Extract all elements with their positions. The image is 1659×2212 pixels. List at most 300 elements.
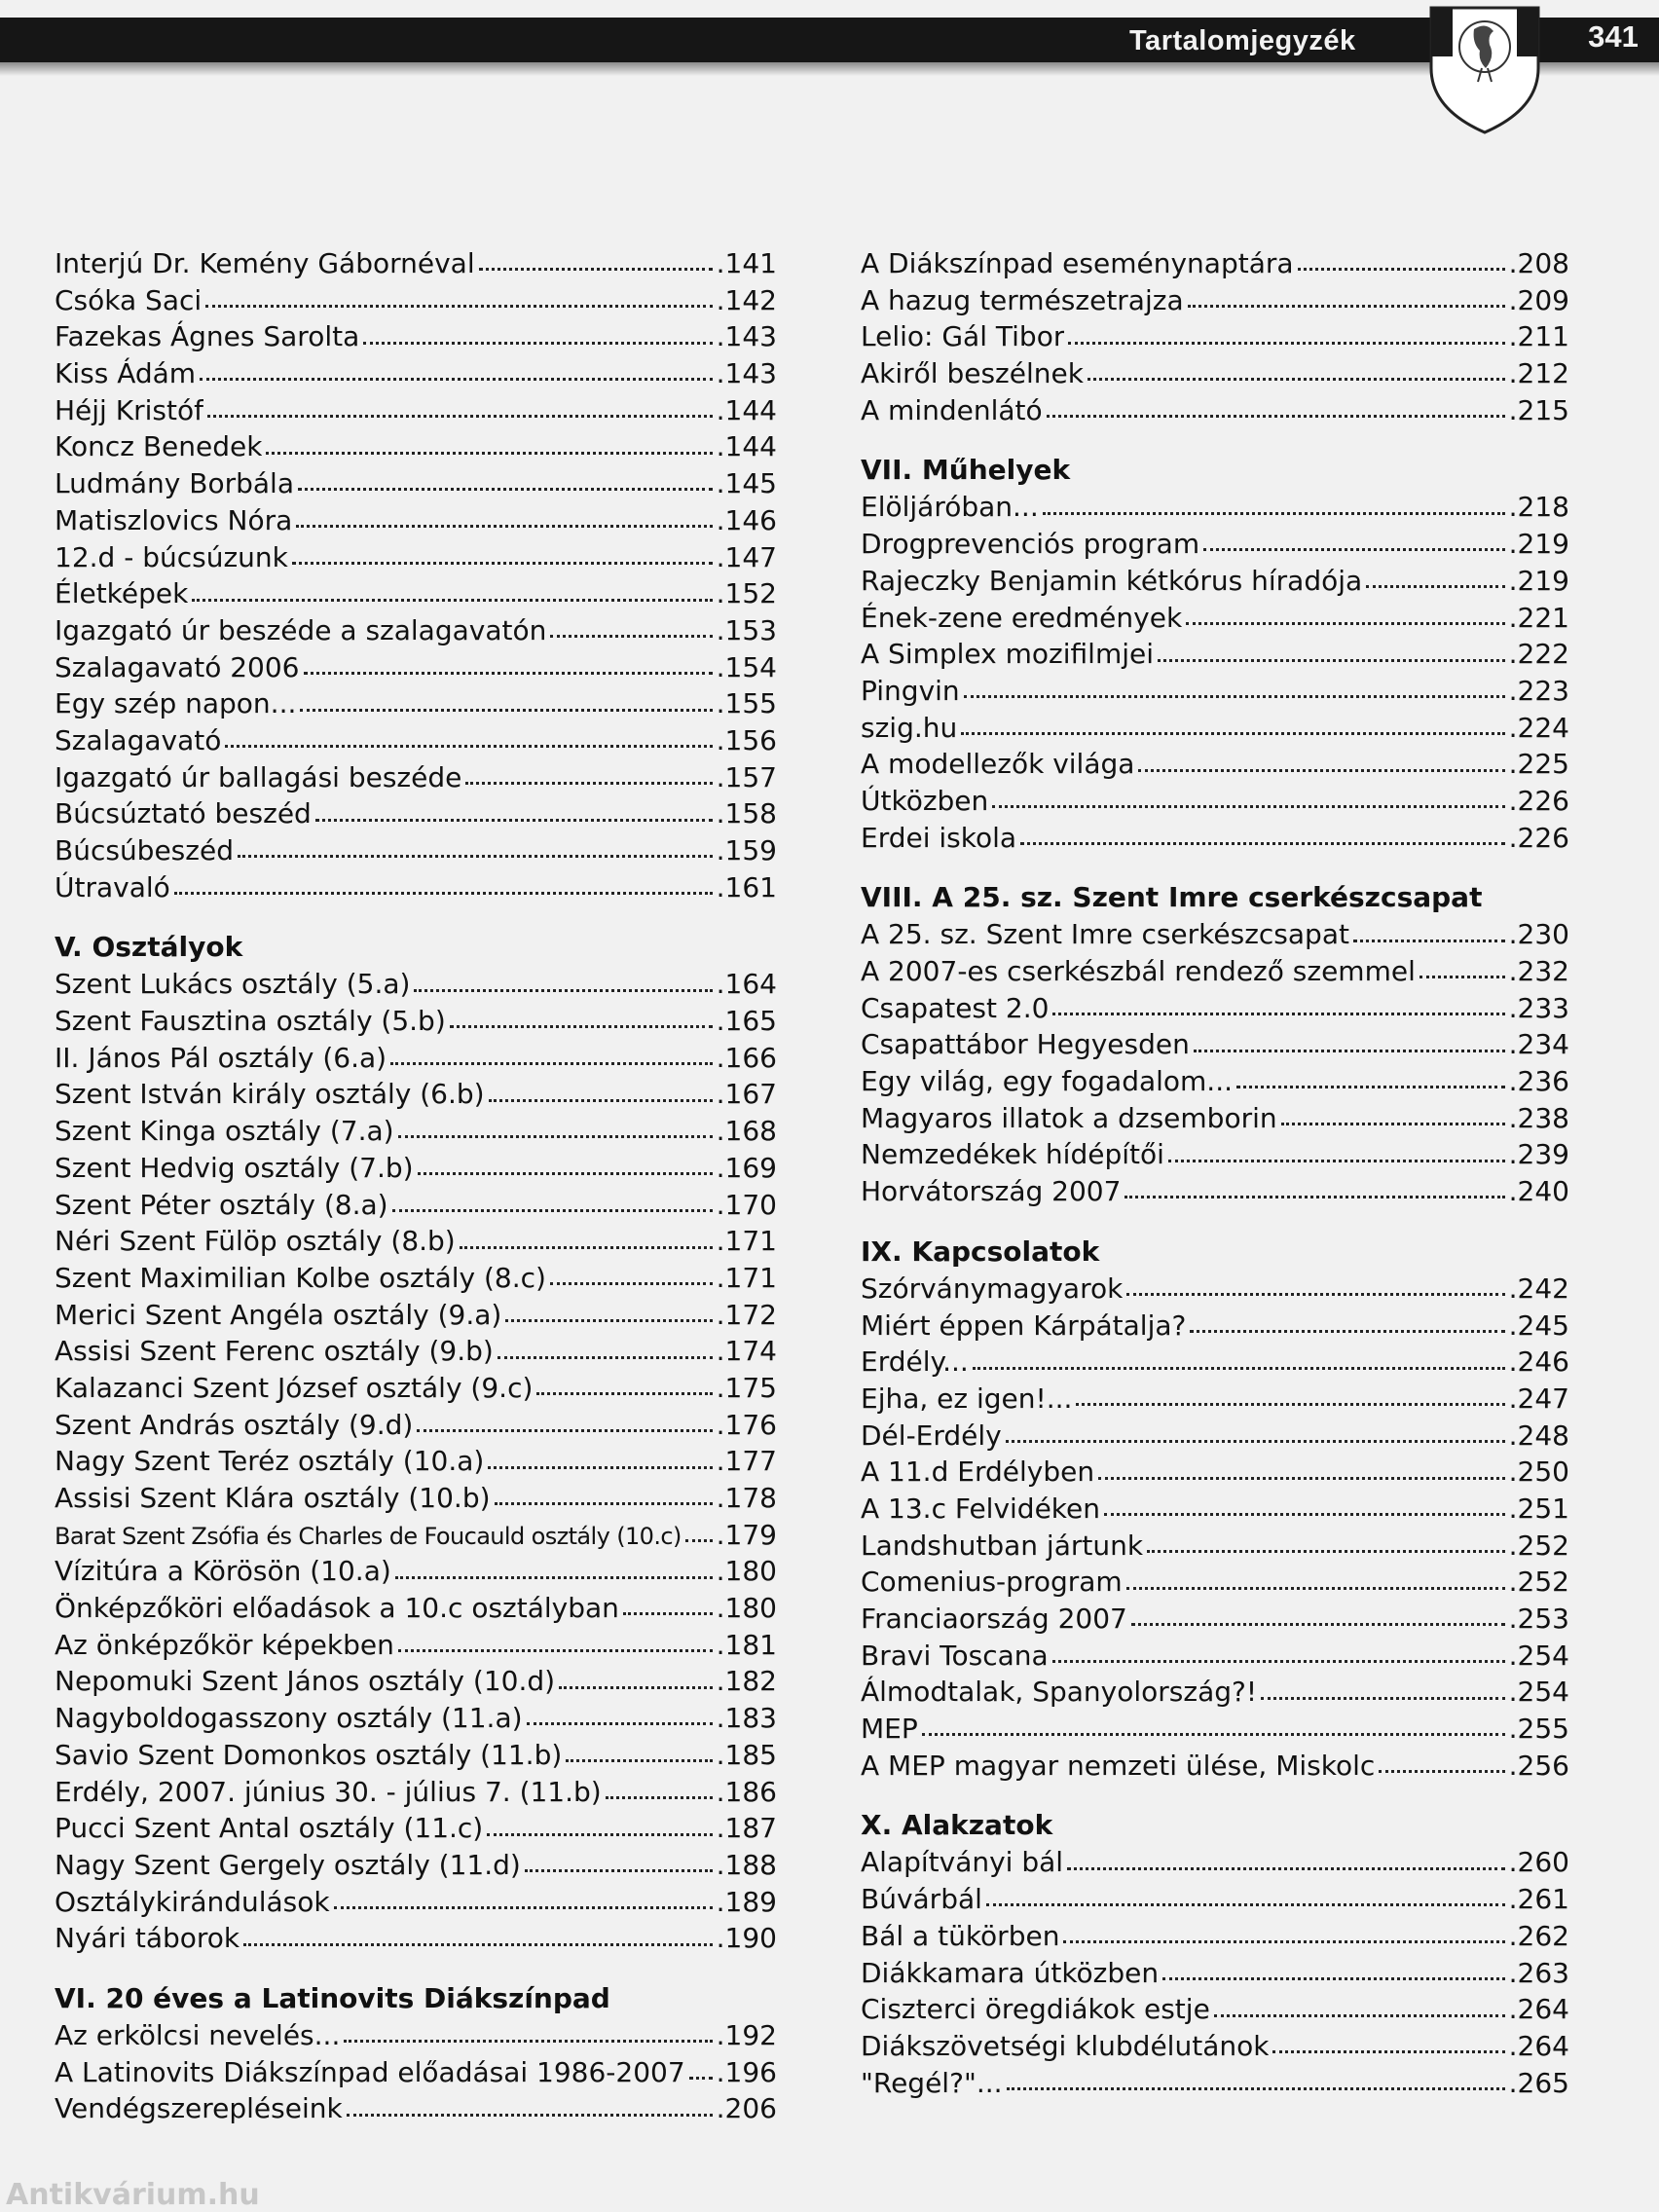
toc-entry: [861, 1100, 1569, 1137]
toc-entry: [861, 1748, 1569, 1785]
toc-entry-title: II. János Pál osztály (6.a): [55, 1041, 387, 1074]
toc-entry: [861, 1136, 1569, 1173]
toc-entry-title: A mindenlátó: [861, 393, 1043, 426]
toc-entry-title: A 2007-es cserkészbál rendező szemmel: [861, 955, 1416, 987]
toc-entry-page: .248: [1508, 1419, 1569, 1452]
dot-leader: [1131, 1623, 1505, 1626]
dot-leader: [1190, 1330, 1504, 1333]
toc-entry: [55, 1113, 777, 1150]
toc-entry-title: 12.d - búcsúzunk: [55, 540, 288, 573]
dot-leader: [1261, 1697, 1505, 1700]
dot-leader: [200, 378, 713, 381]
toc-entry-title: Útközben: [861, 784, 989, 817]
dot-leader: [1126, 1293, 1504, 1296]
toc-entry: [861, 282, 1569, 319]
dot-leader: [487, 1833, 712, 1836]
toc-entry-page: .180: [716, 1555, 777, 1588]
toc-entry-title: Diákkamara útközben: [861, 1956, 1160, 1989]
toc-entry: [861, 1063, 1569, 1100]
toc-entry-title: Nagy Szent Teréz osztály (10.a): [55, 1445, 485, 1478]
toc-entry-title: MEP: [861, 1713, 918, 1746]
toc-entry-page: .212: [1508, 357, 1569, 390]
toc-entry: [861, 1381, 1569, 1418]
toc-entry-page: .239: [1508, 1138, 1569, 1171]
toc-entry-page: .179: [716, 1518, 777, 1551]
toc-entry-page: .265: [1508, 2066, 1569, 2099]
toc-entry-title: Nagyboldogasszony osztály (11.a): [55, 1702, 523, 1735]
toc-entry-page: .142: [716, 283, 777, 316]
toc-entry: [861, 526, 1569, 563]
toc-entry-page: .165: [716, 1005, 777, 1038]
dot-leader: [1063, 1940, 1504, 1943]
dot-leader: [205, 305, 713, 308]
section-heading-viii: VIII. A 25. sz. Szent Imre cserkészcsapat: [861, 881, 1483, 914]
toc-entry-title: Erdei iskola: [861, 821, 1017, 854]
toc-entry-page: .171: [716, 1261, 777, 1294]
toc-entry-page: .156: [716, 723, 777, 756]
dot-leader: [1353, 940, 1505, 942]
toc-entry-title: Merici Szent Angéla osztály (9.a): [55, 1298, 502, 1331]
toc-entry-title: Barat Szent Zsófia és Charles de Foucauld osztály (10.c): [55, 1522, 682, 1550]
toc-entry-page: .246: [1508, 1346, 1569, 1379]
toc-entry-title: Matiszlovics Nóra: [55, 503, 293, 536]
toc-entry: [55, 1480, 777, 1517]
toc-entry-title: Ének-zene eredmények: [861, 601, 1183, 634]
toc-entry-title: Csóka Saci: [55, 283, 203, 316]
toc-entry: [55, 869, 777, 906]
dot-leader: [1126, 1587, 1505, 1590]
toc-entry: [55, 759, 777, 796]
toc-entry-page: .181: [716, 1628, 777, 1661]
dot-leader: [550, 1282, 713, 1285]
dot-leader: [417, 1429, 712, 1432]
toc-entry-page: .221: [1508, 601, 1569, 634]
toc-entry-page: .174: [716, 1335, 777, 1368]
toc-entry: [55, 1223, 777, 1260]
cistercian-crest-icon: [1425, 0, 1544, 136]
toc-entry: [55, 539, 777, 576]
dot-leader: [1047, 415, 1505, 418]
toc-entry: [861, 1454, 1569, 1491]
toc-entry-title: Franciaország 2007: [861, 1603, 1127, 1635]
dot-leader: [347, 2114, 713, 2117]
toc-entry-title: Szórványmagyarok: [861, 1272, 1124, 1305]
toc-entry: [861, 318, 1569, 355]
toc-entry-title: Ciszterci öregdiákok estje: [861, 1993, 1210, 2026]
toc-entry-title: A 13.c Felvidéken: [861, 1492, 1100, 1525]
toc-entry-title: Szent Hedvig osztály (7.b): [55, 1151, 414, 1184]
toc-entry: [861, 1308, 1569, 1345]
toc-entry-page: .164: [716, 968, 777, 1001]
toc-entry-title: Szalagavató: [55, 723, 222, 756]
toc-entry-title: Szent Fausztina osztály (5.b): [55, 1005, 446, 1038]
page-number: 341: [1588, 19, 1639, 54]
toc-entry-title: Interjú Dr. Kemény Gábornéval: [55, 247, 475, 279]
toc-entry: [55, 722, 777, 759]
toc-entry-page: .144: [716, 430, 777, 463]
toc-entry-title: A Latinovits Diákszínpad előadásai 1986-2007: [55, 2055, 685, 2088]
dot-leader: [243, 1943, 713, 1946]
toc-entry: [861, 746, 1569, 783]
toc-entry: [55, 1810, 777, 1847]
dot-leader: [390, 1062, 713, 1065]
toc-entry: [861, 1844, 1569, 1881]
dot-leader: [1007, 2087, 1505, 2090]
toc-entry: [55, 1297, 777, 1334]
dot-leader: [973, 1367, 1505, 1370]
toc-entry-page: .255: [1508, 1713, 1569, 1746]
toc-entry: [55, 2054, 777, 2091]
toc-entry-page: .190: [716, 1922, 777, 1955]
toc-entry-page: .238: [1508, 1101, 1569, 1134]
dot-leader: [1281, 1123, 1505, 1125]
toc-entry-page: .144: [716, 393, 777, 426]
dot-leader: [479, 268, 713, 271]
toc-entry-title: A modellezők világa: [861, 748, 1135, 781]
toc-entry: [55, 1333, 777, 1370]
toc-entry: [55, 1407, 777, 1444]
toc-entry-page: .141: [716, 247, 777, 279]
toc-entry-page: .155: [716, 687, 777, 720]
toc-entry-page: .177: [716, 1445, 777, 1478]
toc-entry-page: .161: [716, 870, 777, 903]
toc-entry-title: Csapatest 2.0: [861, 991, 1050, 1024]
dot-leader: [1020, 842, 1505, 845]
toc-entry: [861, 710, 1569, 747]
dot-leader: [1203, 548, 1505, 551]
toc-entry: [55, 685, 777, 722]
toc-entry-title: Az önképzőkör képekben: [55, 1628, 394, 1661]
toc-entry-page: .242: [1508, 1272, 1569, 1305]
toc-entry-page: .157: [716, 760, 777, 793]
toc-entry: [861, 1173, 1569, 1210]
toc-entry-title: Erdély, 2007. június 30. - július 7. (11.b): [55, 1775, 602, 1808]
toc-entry-page: .254: [1508, 1676, 1569, 1709]
toc-entry-page: .208: [1508, 247, 1569, 279]
toc-entry-title: A Simplex mozifilmjei: [861, 638, 1154, 671]
toc-entry-title: A Diákszínpad eseménynaptára: [861, 247, 1294, 279]
toc-entry: [861, 392, 1569, 429]
toc-entry: [861, 990, 1569, 1027]
section-heading-x: X. Alakzatok: [861, 1809, 1053, 1842]
section-heading-vii: VII. Műhelyek: [861, 454, 1071, 487]
toc-entry-title: Magyaros illatok a dzsemborin: [861, 1101, 1277, 1134]
toc-entry-title: Önképzőköri előadások a 10.c osztályban: [55, 1592, 619, 1625]
toc-entry-page: .253: [1508, 1603, 1569, 1635]
dot-leader: [1052, 1660, 1505, 1663]
toc-entry-title: Horvátország 2007: [861, 1175, 1122, 1208]
toc-entry: [861, 783, 1569, 820]
toc-entry-page: .188: [716, 1848, 777, 1881]
toc-entry-page: .206: [716, 2092, 777, 2125]
dot-leader: [296, 525, 712, 528]
toc-entry-title: A MEP magyar nemzeti ülése, Miskolc: [861, 1749, 1376, 1782]
toc-entry-title: Alapítványi bál: [861, 1846, 1064, 1879]
dot-leader: [304, 672, 713, 675]
dot-leader: [922, 1733, 1505, 1736]
toc-entry: [55, 1260, 777, 1297]
dot-leader: [689, 2077, 713, 2080]
toc-entry: [55, 245, 777, 282]
toc-entry-page: .166: [716, 1041, 777, 1074]
dot-leader: [685, 1539, 713, 1542]
dot-leader: [1419, 976, 1505, 978]
toc-entry-page: .187: [716, 1812, 777, 1845]
toc-entry-page: .192: [716, 2018, 777, 2051]
toc-entry-page: .215: [1508, 393, 1569, 426]
toc-entry-page: .154: [716, 650, 777, 683]
toc-entry-page: .236: [1508, 1065, 1569, 1098]
toc-entry-title: Diákszövetségi klubdélutánok: [861, 2029, 1270, 2062]
toc-entry-page: .159: [716, 834, 777, 866]
toc-entry-page: .145: [716, 467, 777, 500]
toc-entry-page: .178: [716, 1482, 777, 1514]
toc-entry: [55, 318, 777, 355]
dot-leader: [505, 1319, 712, 1322]
header-shadow: [0, 62, 1659, 76]
toc-entry: [55, 2090, 777, 2127]
toc-entry: [861, 1271, 1569, 1308]
toc-entry: [861, 1491, 1569, 1528]
dot-leader: [1124, 1196, 1504, 1198]
toc-entry-page: .167: [716, 1078, 777, 1111]
toc-entry-title: Ejha, ez igen!...: [861, 1382, 1073, 1415]
toc-entry: [55, 1040, 777, 1077]
dot-leader: [489, 1099, 713, 1102]
toc-entry-title: Vendégszerepléseink: [55, 2092, 343, 2125]
toc-entry-page: .233: [1508, 991, 1569, 1024]
toc-entry-title: Pingvin: [861, 674, 960, 707]
toc-entry: [55, 1774, 777, 1811]
toc-entry: [55, 1590, 777, 1627]
toc-entry-title: Álmodtalak, Spanyolország?!: [861, 1676, 1258, 1709]
dot-leader: [414, 989, 712, 992]
dot-leader: [964, 695, 1505, 698]
toc-entry-title: Fazekas Ágnes Sarolta: [55, 320, 360, 353]
section-heading-v: V. Osztályok: [55, 931, 243, 964]
toc-entry-page: .158: [716, 797, 777, 830]
toc-entry: [55, 282, 777, 319]
toc-entry-page: .169: [716, 1151, 777, 1184]
toc-entry-title: Assisi Szent Ferenc osztály (9.b): [55, 1335, 494, 1368]
toc-entry-title: Útravaló: [55, 870, 170, 903]
toc-entry: [55, 1517, 777, 1554]
toc-entry-title: Savio Szent Domonkos osztály (11.b): [55, 1738, 563, 1771]
dot-leader: [1194, 1050, 1505, 1052]
toc-entry-title: Szent Lukács osztály (5.a): [55, 968, 411, 1001]
dot-leader: [525, 1869, 713, 1872]
toc-entry: [55, 392, 777, 429]
toc-entry: [861, 1711, 1569, 1748]
toc-entry-page: .171: [716, 1225, 777, 1258]
toc-entry: [55, 1443, 777, 1480]
dot-leader: [266, 452, 712, 455]
toc-entry-page: .189: [716, 1885, 777, 1918]
toc-entry-title: Dél-Erdély: [861, 1419, 1002, 1452]
toc-entry: [861, 600, 1569, 637]
toc-entry-title: Nepomuki Szent János osztály (10.d): [55, 1665, 556, 1698]
toc-entry-title: Ludmány Borbála: [55, 467, 294, 500]
toc-entry: [55, 612, 777, 649]
dot-leader: [1158, 659, 1505, 662]
toc-entry-title: Szent Kinga osztály (7.a): [55, 1115, 394, 1148]
dot-leader: [1272, 2050, 1504, 2053]
toc-entry-page: .264: [1508, 1993, 1569, 2026]
dot-leader: [334, 1906, 713, 1909]
toc-entry-page: .240: [1508, 1175, 1569, 1208]
toc-entry-page: .256: [1508, 1749, 1569, 1782]
toc-entry-title: Szent István király osztály (6.b): [55, 1078, 485, 1111]
toc-entry: [55, 1150, 777, 1187]
toc-entry: [861, 1601, 1569, 1638]
toc-entry-page: .254: [1508, 1639, 1569, 1672]
toc-entry-page: .175: [716, 1371, 777, 1404]
toc-entry-page: .211: [1508, 320, 1569, 353]
toc-entry: [861, 953, 1569, 990]
toc-entry: [861, 1528, 1569, 1565]
toc-entry: [55, 1003, 777, 1040]
toc-entry-title: A 11.d Erdélyben: [861, 1456, 1095, 1489]
toc-entry-title: Drogprevenciós program: [861, 528, 1200, 561]
dot-leader: [1214, 2014, 1505, 2017]
toc-entry: [861, 489, 1569, 526]
dot-leader: [238, 855, 713, 858]
toc-entry: [861, 1564, 1569, 1601]
toc-entry-page: .224: [1508, 711, 1569, 744]
toc-entry: [55, 1663, 777, 1700]
toc-entry-page: .226: [1508, 821, 1569, 854]
toc-entry: [861, 563, 1569, 600]
toc-entry-page: .262: [1508, 1919, 1569, 1952]
toc-entry-title: Akiről beszélnek: [861, 357, 1084, 390]
toc-entry-title: Az erkölcsi nevelés...: [55, 2018, 341, 2051]
toc-entry-page: .170: [716, 1188, 777, 1221]
dot-leader: [1188, 305, 1505, 308]
toc-entry-page: .260: [1508, 1846, 1569, 1879]
toc-entry: [861, 820, 1569, 857]
toc-entry: [55, 1370, 777, 1407]
dot-leader: [961, 732, 1504, 735]
toc-entry: [861, 1991, 1569, 2028]
dot-leader: [992, 805, 1504, 808]
toc-entry-title: Igazgató úr beszéde a szalagavatón: [55, 613, 547, 646]
toc-entry-title: Lelio: Gál Tibor: [861, 320, 1065, 353]
toc-entry-title: Búcsúbeszéd: [55, 834, 234, 866]
toc-entry-page: .176: [716, 1408, 777, 1441]
toc-entry-page: .168: [716, 1115, 777, 1148]
dot-leader: [495, 1502, 713, 1505]
toc-entry-title: szig.hu: [861, 711, 958, 744]
dot-leader: [1052, 1013, 1504, 1015]
toc-entry-page: .222: [1508, 638, 1569, 671]
toc-entry-title: Elöljáróban...: [861, 491, 1039, 524]
running-header-title: Tartalomjegyzék: [1129, 25, 1356, 56]
toc-entry-title: Szent Maximilian Kolbe osztály (8.c): [55, 1261, 546, 1294]
toc-entry-title: Rajeczky Benjamin kétkórus híradója: [861, 564, 1363, 597]
toc-entry: [55, 1076, 777, 1113]
toc-entry-title: Bál a tükörben: [861, 1919, 1060, 1952]
dot-leader: [1162, 1977, 1505, 1980]
toc-entry-title: Szalagavató 2006: [55, 650, 300, 683]
toc-left-column: [55, 245, 777, 2127]
toc-entry-page: .219: [1508, 564, 1569, 597]
toc-entry: [55, 1187, 777, 1224]
dot-leader: [1186, 622, 1504, 625]
dot-leader: [460, 1246, 713, 1249]
toc-entry: [55, 502, 777, 539]
toc-entry-title: A hazug természetrajza: [861, 283, 1184, 316]
toc-entry: [861, 1918, 1569, 1955]
dot-leader: [392, 1209, 713, 1212]
dot-leader: [298, 488, 713, 491]
toc-entry-page: .230: [1508, 918, 1569, 951]
toc-entry-title: Pucci Szent Antal osztály (11.c): [55, 1812, 484, 1845]
dot-leader: [527, 1722, 713, 1725]
dot-leader: [207, 415, 713, 418]
dot-leader: [363, 342, 712, 345]
dot-leader: [566, 1759, 712, 1762]
toc-entry: [861, 2065, 1569, 2102]
toc-entry: [55, 832, 777, 869]
dot-leader: [1088, 378, 1505, 381]
toc-entry-page: .252: [1508, 1529, 1569, 1562]
toc-entry-title: Szent Péter osztály (8.a): [55, 1188, 388, 1221]
dot-leader: [174, 892, 713, 895]
toc-entry: [861, 2028, 1569, 2065]
toc-entry-title: Kiss Ádám: [55, 357, 197, 390]
toc-entry-title: Assisi Szent Klára osztály (10.b): [55, 1482, 491, 1514]
dot-leader: [1236, 1086, 1505, 1088]
dot-leader: [1379, 1770, 1504, 1773]
dot-leader: [1298, 268, 1505, 271]
dot-leader: [398, 1135, 713, 1138]
toc-entry-page: .245: [1508, 1309, 1569, 1342]
dot-leader: [1043, 512, 1505, 515]
toc-entry: [861, 636, 1569, 673]
dot-leader: [986, 1903, 1505, 1906]
toc-entry-page: .263: [1508, 1956, 1569, 1989]
toc-entry-page: .147: [716, 540, 777, 573]
dot-leader: [1147, 1550, 1505, 1553]
toc-entry-page: .152: [716, 577, 777, 610]
dot-leader: [300, 709, 712, 712]
header-bar: [0, 18, 1659, 62]
toc-entry-title: "Regél?"...: [861, 2066, 1003, 2099]
dot-leader: [315, 819, 713, 822]
toc-entry: [861, 1638, 1569, 1675]
toc-entry-page: .226: [1508, 784, 1569, 817]
toc-entry: [55, 795, 777, 832]
toc-entry: [55, 465, 777, 502]
toc-entry: [55, 1627, 777, 1664]
dot-leader: [550, 635, 712, 638]
toc-entry: [55, 428, 777, 465]
toc-entry-title: Nyári táborok: [55, 1922, 240, 1955]
toc-entry-title: Osztálykirándulások: [55, 1885, 330, 1918]
toc-entry-page: .186: [716, 1775, 777, 1808]
toc-entry-title: Életképek: [55, 577, 189, 610]
dot-leader: [418, 1172, 713, 1175]
toc-entry-title: Csapattábor Hegyesden: [861, 1028, 1190, 1061]
watermark: Antikvárium.hu: [6, 2179, 260, 2212]
dot-leader: [623, 1612, 713, 1615]
toc-entry: [861, 1674, 1569, 1711]
toc-entry: [861, 245, 1569, 282]
toc-entry-title: Vízitúra a Körösön (10.a): [55, 1555, 391, 1588]
toc-entry: [55, 1920, 777, 1957]
toc-entry: [861, 1418, 1569, 1455]
dot-leader: [1067, 1867, 1505, 1870]
